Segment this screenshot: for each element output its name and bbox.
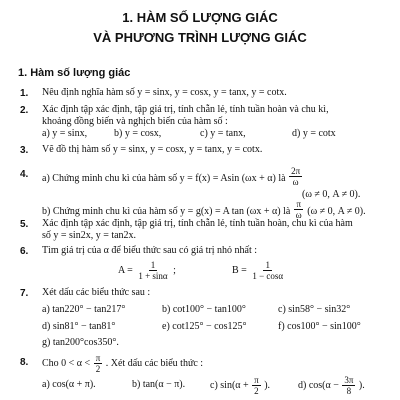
section-heading: 1. Hàm số lượng giác [18, 67, 131, 79]
exercise-5-line-2: số y = sin2x, y = tan2x. [42, 230, 137, 241]
fraction-denominator: 2 [95, 364, 101, 374]
exercise-8-text-pre: Cho 0 < α < [42, 357, 91, 369]
exercise-3-number: 3. [20, 145, 29, 156]
exercise-7-item-d: d) sin81° − tan81° [42, 321, 116, 332]
exercise-1-text: Nêu định nghĩa hàm số y = sinx, y = cosx, y = tanx, y = cotx. [42, 87, 287, 98]
exercise-8-item-b: b) tan(α − π). [132, 379, 186, 390]
exercise-1-number: 1. [20, 88, 29, 99]
item-d-post: ). [358, 379, 365, 391]
exercise-2-line-1: Xác định tập xác định, tập giá trị, tính chẵn lẻ, tính tuần hoàn và chu kì, [42, 104, 329, 115]
exercise-4-number: 4. [20, 169, 29, 180]
exercise-8-item-a: a) cos(α + π). [42, 379, 96, 390]
item-c-fraction [252, 375, 261, 396]
exercise-6-number: 6. [20, 246, 29, 257]
exercise-5-number: 5. [20, 219, 29, 230]
expression-separator: ; [173, 264, 176, 276]
fraction-denominator: 1 − cosα [252, 271, 284, 281]
fraction-numerator: π [296, 199, 302, 209]
item-c-pre: c) sin(α + [210, 379, 249, 391]
exercise-7-text: Xét dấu các biểu thức sau : [42, 287, 151, 298]
chapter-subtitle: VÀ PHƯƠNG TRÌNH LƯỢNG GIÁC [93, 30, 307, 45]
exercise-7-item-f: f) cos100° − sin100° [278, 321, 361, 332]
exercise-8-fraction [94, 353, 103, 374]
fraction-denominator: ω [292, 177, 299, 187]
exercise-7-item-e: e) cot125° − cos125° [162, 321, 247, 332]
exercise-8-text [42, 353, 203, 374]
exercise-8-text-post: . Xét dấu các biểu thức : [105, 357, 204, 369]
exercise-6-expression-a [118, 260, 176, 281]
fraction-numerator: 3π [344, 375, 354, 385]
exercise-4-part-b-fraction [294, 199, 304, 220]
exercise-4-part-a-fraction [289, 166, 302, 187]
exercise-4-part-b-text: b) Chứng minh chu kì của hàm số y = g(x) = A tan (ωx + α) là [42, 205, 291, 217]
exercise-4-part-a-condition: (ω ≠ 0, A ≠ 0). [302, 189, 361, 200]
fraction-denominator: 2 [254, 386, 259, 396]
exercise-8-number: 8. [20, 357, 29, 368]
exercise-2-option-b: b) y = cosx, [114, 128, 162, 139]
expression-a-label: A = [118, 264, 133, 276]
fraction-denominator: ω [295, 210, 302, 220]
item-c-post: ). [264, 379, 271, 391]
exercise-7-item-g: g) tan200°cos350°. [42, 337, 119, 348]
fraction-numerator: 1 [265, 260, 270, 270]
fraction-denominator: 8 [346, 386, 352, 396]
exercise-6-text: Tìm giá trị của α để biểu thức sau có giá trị nhỏ nhất : [42, 245, 258, 256]
fraction-numerator: 1 [150, 260, 156, 270]
exercise-7-number: 7. [20, 288, 29, 299]
expression-b-label: B = [232, 264, 247, 276]
fraction-denominator: 1 + sinα [138, 271, 168, 281]
item-d-pre: d) cos(α − [298, 379, 339, 391]
exercise-8-item-d [298, 375, 365, 396]
exercise-2-option-a: a) y = sinx, [42, 128, 88, 139]
exercise-2-line-2: khoảng đồng biến và nghịch biến của hàm số : [42, 116, 228, 127]
exercise-7-item-b: b) cot100° − tan100° [162, 304, 246, 315]
fraction-numerator: π [254, 375, 259, 385]
exercise-2-number: 2. [20, 105, 29, 116]
expression-a-fraction [136, 260, 169, 281]
exercise-8-item-c [210, 375, 270, 396]
exercise-4-part-a [42, 168, 303, 189]
exercise-2-option-d: d) y = cotx [292, 128, 336, 139]
exercise-4-part-a-text: a) Chứng minh chu kì của hàm số y = f(x) = Asin (ωx + α) là [42, 172, 286, 184]
fraction-numerator: π [95, 353, 101, 363]
fraction-numerator: 2π [291, 166, 301, 176]
exercise-6-expression-b [232, 260, 286, 281]
exercise-2-option-c: c) y = tanx, [200, 128, 246, 139]
exercise-7-item-c: c) sin58° − sin32° [278, 304, 351, 315]
exercise-5-line-1: Xác định tập xác định, tập giá trị, tính chẵn lẻ, tính tuần hoàn, chu kì của hàm [42, 218, 353, 229]
exercise-3-text: Vẽ đồ thị hàm số y = sinx, y = cosx, y = tanx, y = cotx. [42, 144, 263, 155]
exercise-7-item-a: a) tan220° − tan217° [42, 304, 126, 315]
expression-b-fraction [250, 260, 285, 281]
exercise-4-part-b-condition: (ω ≠ 0, A ≠ 0). [307, 205, 366, 217]
chapter-title: 1. HÀM SỐ LƯỢNG GIÁC [122, 10, 278, 25]
item-d-fraction [342, 375, 355, 396]
